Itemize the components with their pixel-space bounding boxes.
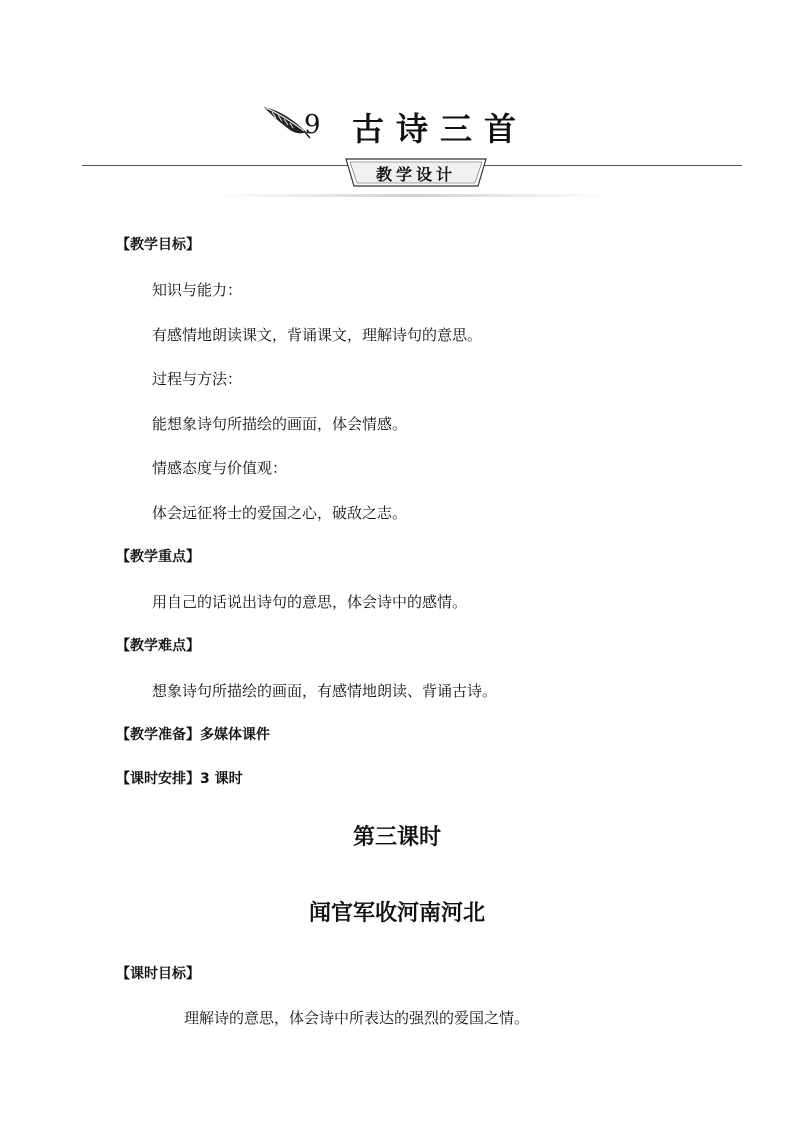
objective-item: 体会远征将士的爱国之心，破敌之志。 xyxy=(152,504,408,522)
difficulties-text: 想象诗句所描绘的画面，有感情地朗读、背诵古诗。 xyxy=(152,682,498,700)
lesson-header xyxy=(0,98,794,208)
lesson-number: 9 xyxy=(304,110,321,140)
objectives-heading: 【教学目标】 xyxy=(116,237,200,253)
lesson-title: 古诗三首 xyxy=(352,110,529,148)
key-points-text: 用自己的话说出诗句的意思，体会诗中的感情。 xyxy=(152,593,468,611)
preparation-heading: 【教学准备】 xyxy=(116,727,200,743)
preparation-value: 多媒体课件 xyxy=(200,727,270,743)
section-tab xyxy=(340,158,492,188)
difficulties-heading: 【教学难点】 xyxy=(116,638,200,654)
section-title: 第三课时 xyxy=(352,825,441,850)
objective-item: 能想象诗句所描绘的画面，体会情感。 xyxy=(152,415,408,433)
preparation-line xyxy=(116,724,270,744)
key-points-heading: 【教学重点】 xyxy=(116,549,200,565)
poem-title: 闻官军收河南河北 xyxy=(308,901,485,926)
schedule-line xyxy=(116,768,243,788)
objective-item: 情感态度与价值观： xyxy=(152,459,288,477)
tab-label: 教学设计 xyxy=(375,165,456,184)
period-objectives-text: 理解诗的意思，体会诗中所表达的强烈的爱国之情。 xyxy=(184,1009,530,1027)
header-shadow xyxy=(212,194,612,197)
period-objectives-heading: 【课时目标】 xyxy=(116,966,200,982)
schedule-value: 3 课时 xyxy=(200,771,243,787)
objective-item: 知识与能力： xyxy=(152,281,243,299)
objective-item: 过程与方法： xyxy=(152,370,243,388)
objective-item: 有感情地朗读课文，背诵课文，理解诗句的意思。 xyxy=(152,326,483,344)
schedule-heading: 【课时安排】 xyxy=(116,771,200,787)
